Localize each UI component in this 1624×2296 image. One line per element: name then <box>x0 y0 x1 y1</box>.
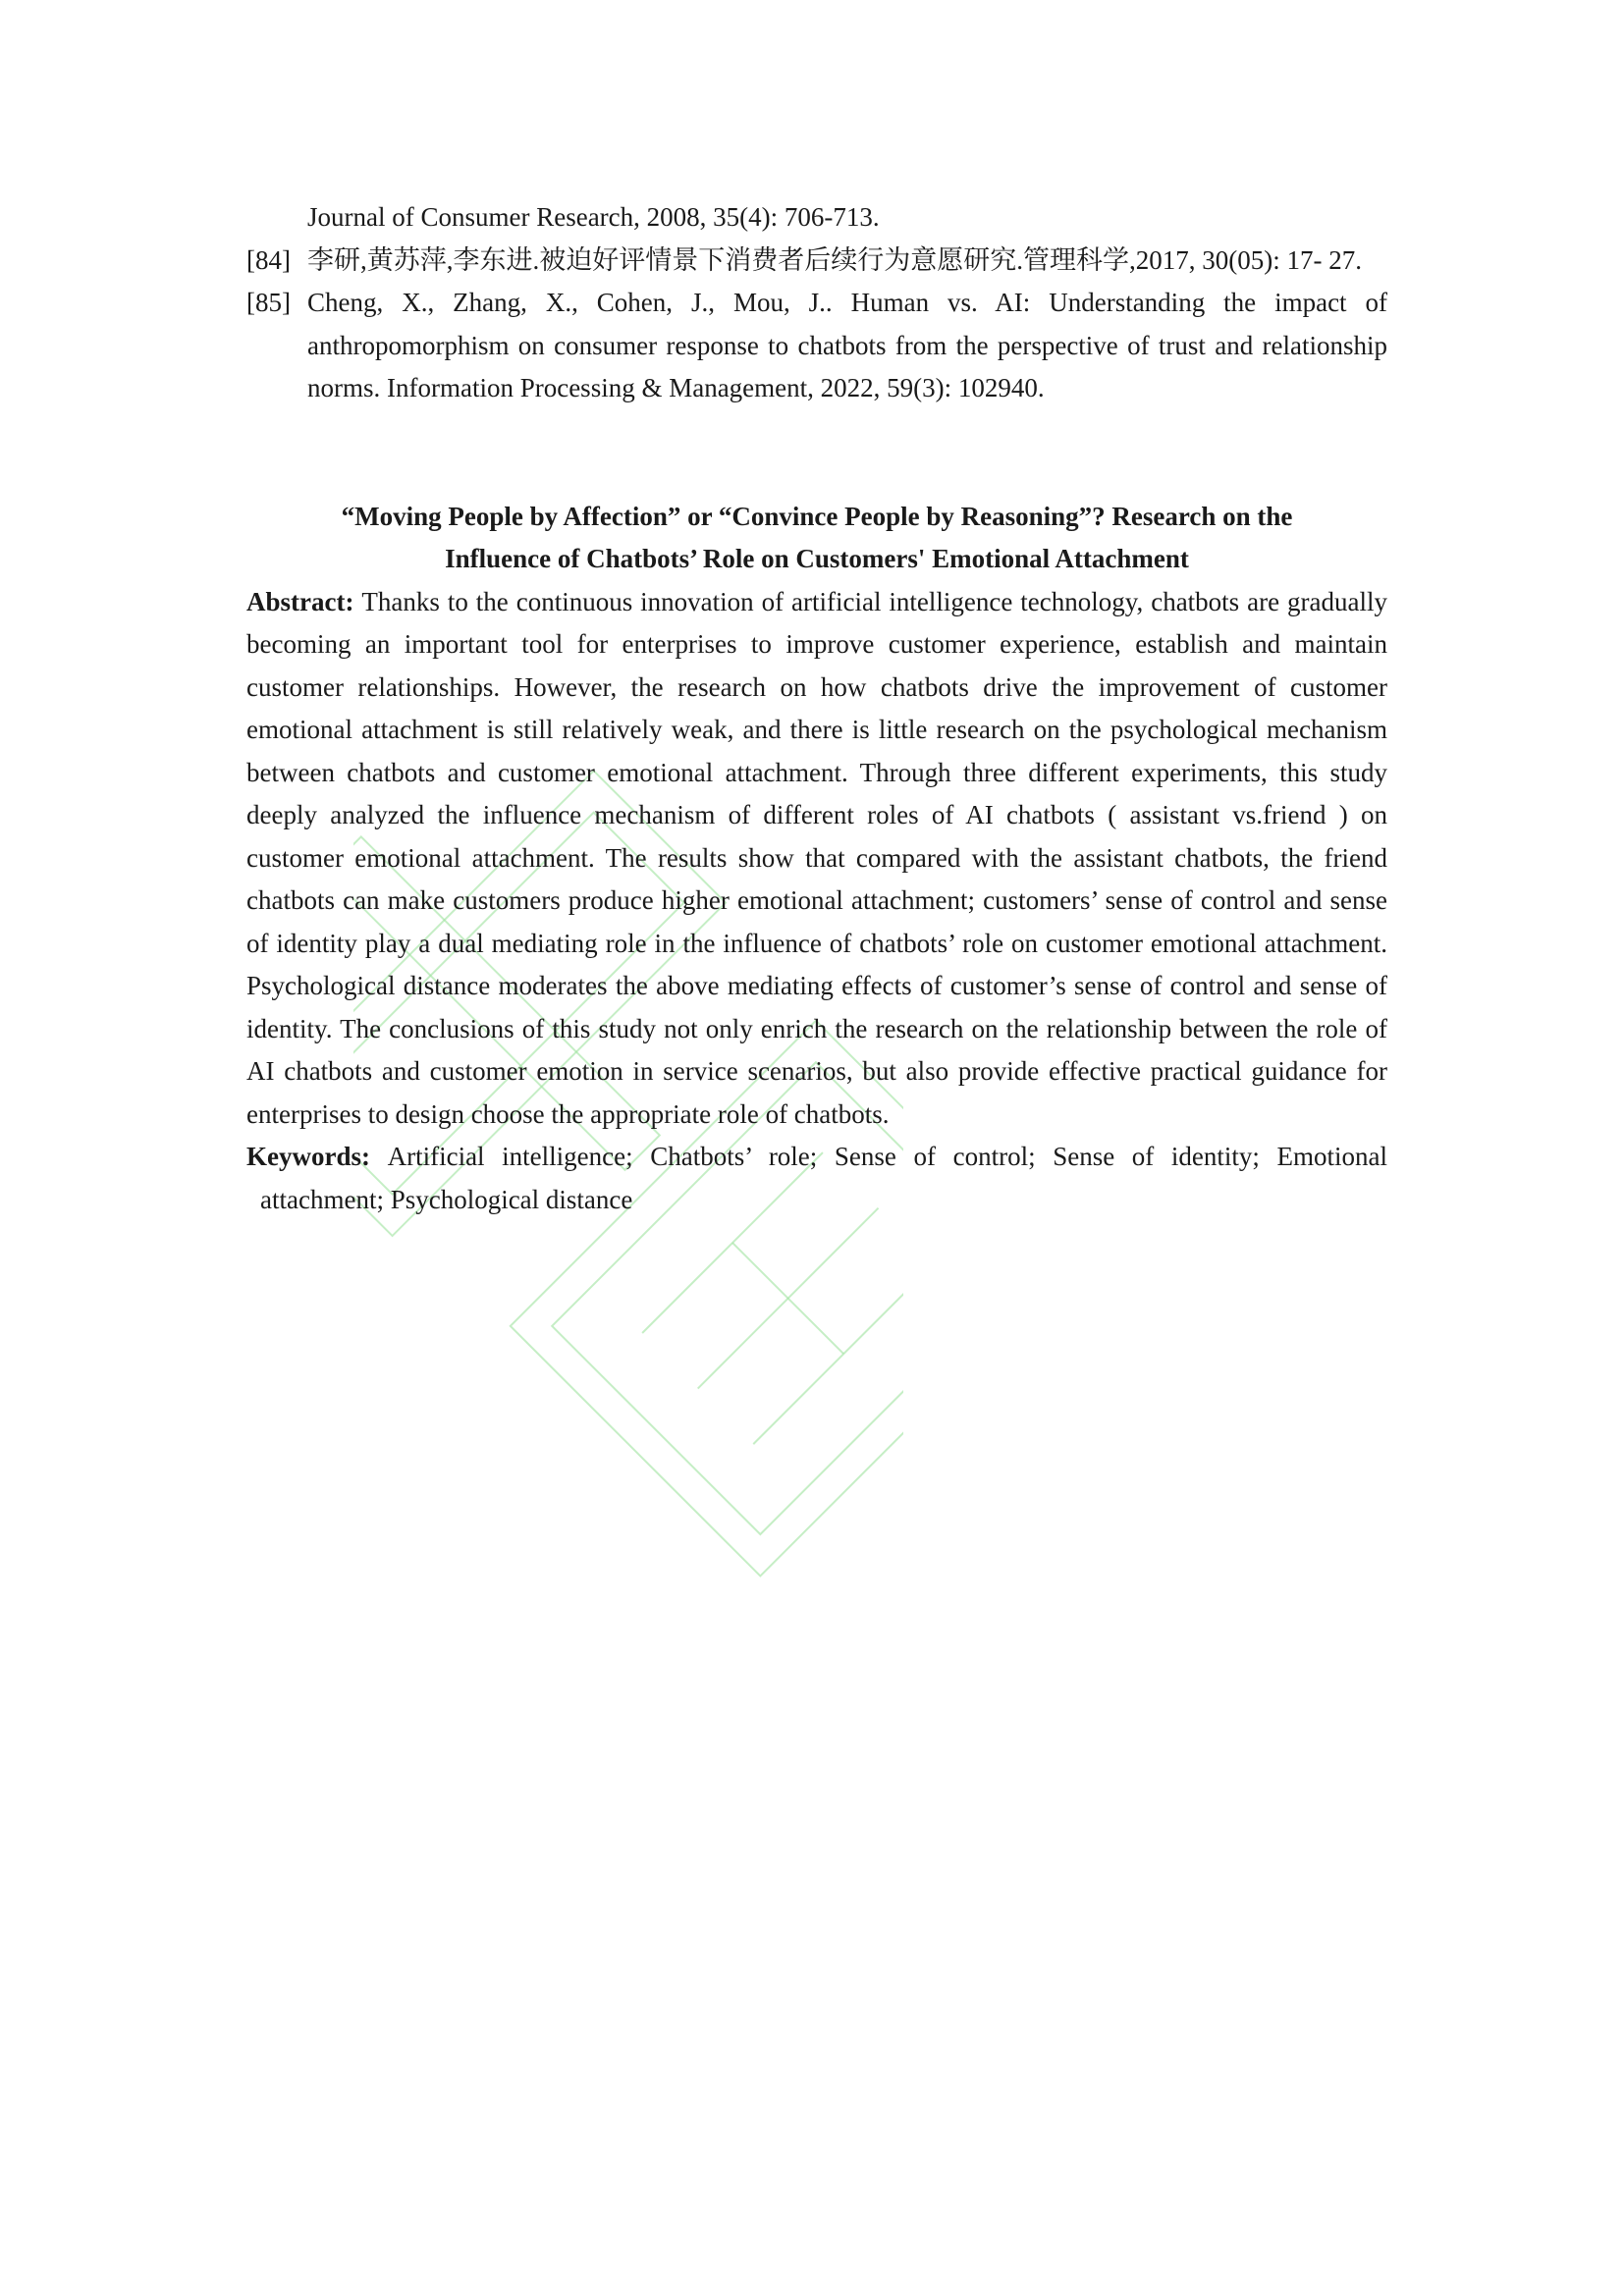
abstract-label: Abstract: <box>246 586 362 616</box>
abstract-text: Thanks to the continuous innovation of artificial intelligence technology, chatbots are gradually becoming an important tool for enterprises to improve customer experience, establish and maintain customer relationships. However, the research on how chatbots drive the improvement of customer emotional attachment is still relatively weak, and there is little research on the psychological mechanism between chatbots and customer emotional attachment. Through three different experiments, this study deeply analyzed the influence mechanism of different roles of AI chatbots ( assistant vs.friend ) on customer emotional attachment. The results show that compared with the assistant chatbots, the friend chatbots can make customers produce higher emotional attachment; customers’ sense of control and sense of identity play a dual mediating role in the influence of chatbots’ role on customer emotional attachment. Psychological distance moderates the above mediating effects of customer’s sense of control and sense of identity. The conclusions of this study not only enrich the research on the relationship between the role of AI chatbots and customer emotion in service scenarios, but also provide effective practical guidance for enterprises to design choose the appropriate role of chatbots. <box>246 586 1388 1129</box>
keywords-label: Keywords: <box>246 1142 388 1171</box>
paper-title-line: “Moving People by Affection” or “Convince People by Reasoning”? Research on the <box>341 501 1293 531</box>
reference-text: Cheng, X., Zhang, X., Cohen, J., Mou, J.. Human vs. AI: Understanding the impact of anthropomorphism on consumer response to chatbots from the perspective of trust and relationship norms. Information Processing & Management, 2022, 59(3): 102940. <box>307 288 1387 402</box>
page-content <box>246 196 1387 1221</box>
abstract <box>246 581 1387 1137</box>
reference-number: [85] <box>246 288 291 317</box>
reference-item <box>246 240 1387 283</box>
reference-text: 李研,黄苏萍,李东进.被迫好评情景下消费者后续行为意愿研究.管理科学,2017, 30(05): 17- 27. <box>307 244 1362 275</box>
reference-continuation: Journal of Consumer Research, 2008, 35(4): 706-713. <box>307 202 880 232</box>
reference-number: [84] <box>246 244 291 275</box>
paper-title <box>246 496 1387 581</box>
keywords-text: Artificial intelligence; Chatbots’ role; Sense of control; Sense of identity; Emotional attachment; Psychological distance <box>260 1142 1387 1214</box>
reference-item <box>246 282 1387 410</box>
paper-title-line: Influence of Chatbots’ Role on Customers' Emotional Attachment <box>445 544 1189 573</box>
keywords <box>246 1136 1387 1221</box>
